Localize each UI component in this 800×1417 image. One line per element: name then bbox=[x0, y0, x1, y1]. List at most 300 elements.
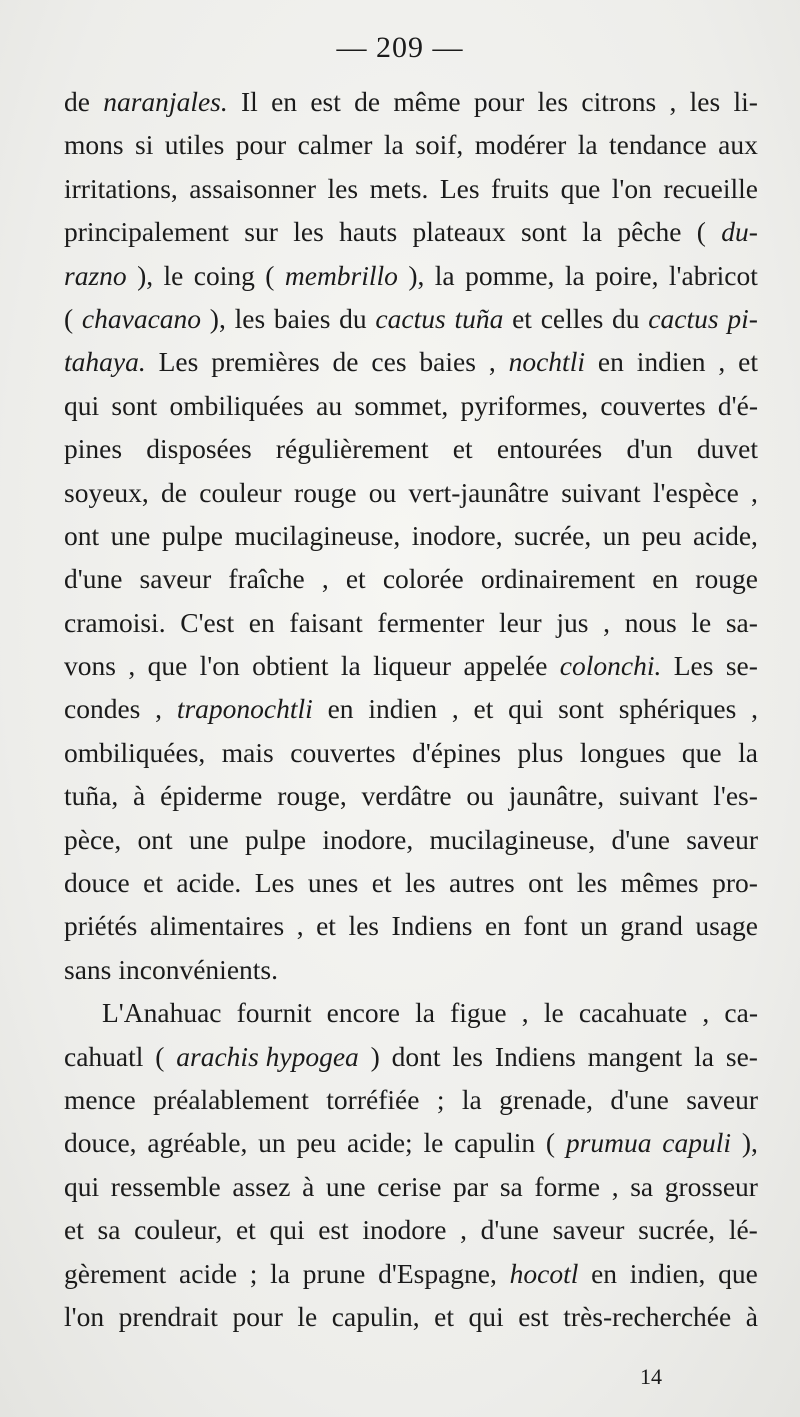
text-segment: une bbox=[110, 519, 151, 551]
text-segment: razno bbox=[64, 259, 127, 291]
text-segment: est bbox=[318, 1214, 349, 1246]
text-segment: d'épines bbox=[412, 736, 502, 768]
text-line bbox=[64, 340, 758, 383]
text-segment: douce, bbox=[64, 1127, 137, 1159]
text-segment: mais bbox=[221, 736, 274, 768]
text-segment: et bbox=[473, 693, 494, 725]
text-segment: qui bbox=[64, 1170, 100, 1202]
text-segment: sont bbox=[520, 216, 567, 248]
text-segment: lé- bbox=[728, 1214, 758, 1246]
text-segment: indien bbox=[368, 693, 438, 725]
text-segment: la bbox=[383, 129, 404, 161]
text-segment: grand bbox=[620, 910, 683, 942]
text-segment: couvertes bbox=[290, 736, 396, 768]
text-segment: et bbox=[434, 1300, 454, 1332]
text-segment: mets. bbox=[369, 172, 429, 204]
text-segment: la bbox=[564, 259, 585, 291]
text-segment: pour bbox=[473, 86, 525, 117]
text-segment: épiderme bbox=[160, 780, 263, 812]
text-segment: et bbox=[512, 302, 532, 334]
text-segment: ), bbox=[137, 259, 154, 291]
text-segment: capulin bbox=[454, 1127, 536, 1159]
text-segment: ), bbox=[209, 302, 226, 334]
text-segment: mons bbox=[64, 129, 124, 161]
text-segment: ou bbox=[368, 476, 397, 508]
text-segment: que bbox=[681, 736, 722, 768]
text-segment: suivant bbox=[561, 476, 641, 508]
text-segment: ), bbox=[741, 1127, 758, 1159]
text-segment: figue bbox=[450, 997, 507, 1029]
text-segment: mangent bbox=[587, 1040, 683, 1072]
text-segment: si bbox=[135, 129, 154, 161]
text-line bbox=[64, 1252, 758, 1295]
text-segment: préalablement bbox=[153, 1083, 309, 1115]
text-segment: Il bbox=[241, 86, 258, 117]
text-segment: cactus bbox=[648, 302, 719, 334]
text-segment: et bbox=[738, 346, 758, 378]
text-segment: Les bbox=[673, 650, 714, 682]
text-segment: à bbox=[133, 780, 146, 812]
text-segment: leur bbox=[498, 606, 542, 638]
text-segment: usage bbox=[695, 910, 758, 942]
text-segment: de bbox=[64, 86, 90, 117]
text-segment: recueille bbox=[663, 172, 758, 204]
body-text bbox=[64, 80, 758, 1338]
text-segment: Indiens bbox=[391, 910, 473, 942]
text-segment: tuña bbox=[454, 302, 504, 334]
text-segment: ( bbox=[265, 259, 275, 291]
text-segment: d'une bbox=[610, 1083, 669, 1115]
text-segment: encore bbox=[326, 997, 400, 1029]
text-segment: acide; bbox=[347, 1127, 413, 1159]
text-segment: en bbox=[248, 606, 275, 638]
text-segment: prumua bbox=[565, 1127, 652, 1159]
text-segment: sommet, bbox=[354, 389, 449, 421]
text-segment: baies bbox=[273, 302, 331, 334]
text-line bbox=[64, 1078, 758, 1121]
text-segment: les bbox=[689, 86, 721, 117]
text-segment: alimentaires bbox=[149, 910, 285, 942]
text-segment: d'Espagne, bbox=[378, 1257, 497, 1289]
text-segment: baies bbox=[419, 346, 476, 378]
text-segment: fraîche bbox=[228, 563, 305, 595]
text-segment: ca- bbox=[724, 997, 758, 1029]
text-line bbox=[64, 254, 758, 297]
text-segment: Les bbox=[158, 346, 199, 378]
text-line bbox=[64, 601, 758, 644]
text-segment: saveur bbox=[686, 1083, 758, 1115]
text-segment: l'on bbox=[64, 1300, 105, 1332]
text-line bbox=[64, 557, 758, 600]
text-segment: et bbox=[235, 1214, 256, 1246]
text-segment: inconvénients. bbox=[118, 953, 278, 985]
text-segment: aux bbox=[718, 129, 758, 161]
text-segment: au bbox=[316, 389, 343, 421]
text-segment: très-recherchée bbox=[563, 1300, 732, 1332]
text-segment: douce bbox=[64, 867, 130, 899]
text-segment: nous bbox=[624, 606, 677, 638]
text-segment: vons bbox=[64, 650, 116, 682]
text-segment: acide. bbox=[176, 867, 242, 899]
text-segment: coing bbox=[193, 259, 255, 291]
text-segment: soyeux, bbox=[64, 476, 149, 508]
text-line bbox=[64, 427, 758, 470]
text-segment: peu bbox=[641, 519, 682, 551]
text-segment: cactus bbox=[375, 302, 446, 334]
text-segment: qui bbox=[468, 1300, 504, 1332]
text-segment: saveur bbox=[139, 563, 212, 595]
text-segment: ( bbox=[155, 1040, 165, 1072]
text-segment: acide bbox=[179, 1257, 238, 1289]
text-line bbox=[64, 514, 758, 557]
text-line bbox=[64, 948, 758, 991]
text-segment: , bbox=[751, 693, 758, 725]
text-segment: nochtli bbox=[508, 346, 585, 378]
text-segment: une bbox=[325, 1170, 366, 1202]
text-segment: la bbox=[340, 650, 361, 682]
text-segment: du- bbox=[721, 216, 758, 248]
text-segment: sa bbox=[499, 1170, 523, 1202]
text-segment: et bbox=[143, 867, 163, 899]
text-segment: la bbox=[415, 997, 435, 1029]
text-segment: , bbox=[603, 606, 611, 638]
text-segment: priétés bbox=[64, 910, 138, 942]
text-segment: ont bbox=[528, 867, 564, 899]
text-segment: citrons bbox=[581, 86, 657, 117]
text-segment: du bbox=[339, 302, 367, 334]
text-segment: sucrée, bbox=[514, 519, 592, 551]
text-segment: ombiliquées, bbox=[64, 736, 206, 768]
text-line bbox=[64, 471, 758, 514]
text-segment: se- bbox=[725, 1040, 758, 1072]
text-segment: la bbox=[434, 259, 455, 291]
text-segment: dont bbox=[391, 1040, 441, 1072]
text-segment: que bbox=[560, 172, 601, 204]
text-segment: pro- bbox=[712, 867, 758, 899]
text-line bbox=[64, 1121, 758, 1164]
text-segment: que bbox=[147, 650, 188, 682]
text-segment: , bbox=[460, 1214, 467, 1246]
text-segment: premières bbox=[211, 346, 320, 378]
text-segment: torréfiée bbox=[326, 1083, 420, 1115]
text-segment: le bbox=[543, 997, 564, 1029]
text-segment: sans bbox=[64, 953, 112, 985]
signature-mark: 14 bbox=[640, 1364, 662, 1389]
text-segment: ; bbox=[436, 1083, 445, 1115]
text-segment: à bbox=[302, 1170, 315, 1202]
text-segment: le bbox=[423, 1127, 444, 1159]
text-segment: liqueur bbox=[373, 650, 452, 682]
text-segment: l'es- bbox=[713, 780, 758, 812]
text-segment: du bbox=[612, 302, 640, 334]
text-segment: traponochtli bbox=[176, 693, 313, 725]
text-segment: la bbox=[461, 1083, 482, 1115]
text-segment: pi- bbox=[727, 302, 758, 334]
text-segment: unes bbox=[307, 867, 359, 899]
text-segment: sont bbox=[558, 693, 604, 725]
text-segment: la bbox=[694, 1040, 715, 1072]
text-segment: forme bbox=[534, 1170, 601, 1202]
text-segment: les bbox=[405, 867, 436, 899]
text-segment: calmer bbox=[297, 129, 373, 161]
text-segment: couvertes bbox=[600, 389, 706, 421]
text-line bbox=[64, 1208, 758, 1251]
text-segment: l'on bbox=[611, 172, 652, 204]
text-segment: par bbox=[453, 1170, 489, 1202]
text-line bbox=[64, 167, 758, 210]
text-segment: agréable, bbox=[147, 1127, 248, 1159]
text-segment: un bbox=[602, 519, 631, 551]
text-segment: longues bbox=[579, 736, 666, 768]
text-segment: d'é- bbox=[717, 389, 758, 421]
text-segment: arachis hypogea bbox=[176, 1040, 359, 1072]
text-segment: plateaux bbox=[412, 216, 506, 248]
text-line bbox=[64, 818, 758, 861]
text-segment: inodore bbox=[362, 1214, 447, 1246]
text-line bbox=[64, 687, 758, 730]
text-line bbox=[64, 1035, 758, 1078]
text-segment: hocotl bbox=[509, 1257, 579, 1289]
text-segment: les bbox=[537, 86, 569, 117]
text-segment: qui bbox=[508, 693, 544, 725]
text-segment: les bbox=[293, 216, 324, 248]
text-segment: qui bbox=[64, 389, 100, 421]
text-segment: entourées bbox=[496, 433, 603, 465]
text-segment: en bbox=[652, 563, 679, 595]
text-segment: sont bbox=[111, 389, 158, 421]
text-segment: tuña, bbox=[64, 780, 119, 812]
text-segment: rouge, bbox=[277, 780, 347, 812]
text-segment: de bbox=[332, 346, 359, 378]
text-segment: les bbox=[348, 910, 379, 942]
text-segment: grosseur bbox=[664, 1170, 758, 1202]
text-segment: ordinairement bbox=[480, 563, 636, 595]
text-line bbox=[64, 644, 758, 687]
text-segment: cramoisi. bbox=[64, 606, 166, 638]
text-segment: le bbox=[691, 606, 712, 638]
text-segment: rouge bbox=[695, 563, 758, 595]
text-segment: sa bbox=[630, 1170, 654, 1202]
text-segment: mucilagineuse, bbox=[429, 823, 596, 855]
text-segment: pour bbox=[232, 1300, 283, 1332]
text-segment: ( bbox=[696, 216, 706, 248]
text-segment: se- bbox=[725, 650, 758, 682]
text-segment: plus bbox=[517, 736, 564, 768]
text-segment: faisant bbox=[289, 606, 363, 638]
text-segment: la bbox=[577, 129, 598, 161]
text-segment: à bbox=[745, 1300, 758, 1332]
text-segment: indien bbox=[636, 346, 706, 378]
text-segment: , bbox=[521, 997, 529, 1029]
text-segment: colonchi. bbox=[559, 650, 662, 682]
text-segment: en bbox=[597, 346, 624, 378]
text-segment: d'un bbox=[626, 433, 673, 465]
text-segment: naranjales. bbox=[103, 86, 228, 117]
text-segment: principalement bbox=[64, 216, 229, 248]
text-segment: les bbox=[452, 1040, 483, 1072]
text-segment: jus bbox=[556, 606, 589, 638]
text-line bbox=[64, 774, 758, 817]
text-segment: irritations, bbox=[64, 172, 178, 204]
text-segment: assaisonner bbox=[189, 172, 317, 204]
text-segment: et bbox=[371, 867, 392, 899]
text-segment: d'une bbox=[611, 823, 670, 855]
text-segment: , bbox=[451, 693, 459, 725]
text-segment: prune bbox=[302, 1257, 366, 1289]
text-segment: colorée bbox=[382, 563, 464, 595]
text-segment: peu bbox=[296, 1127, 337, 1159]
text-line bbox=[64, 991, 758, 1034]
text-segment: fruits bbox=[491, 172, 550, 204]
text-segment: la bbox=[270, 1257, 291, 1289]
text-segment: utiles bbox=[164, 129, 225, 161]
text-segment: ont bbox=[137, 823, 173, 855]
text-segment: mucilagineuse, bbox=[234, 519, 401, 551]
text-segment: ombiliquées bbox=[169, 389, 304, 421]
text-segment: ( bbox=[64, 302, 74, 334]
text-segment: en bbox=[327, 693, 354, 725]
text-segment: disposées bbox=[146, 433, 252, 465]
text-segment: C'est bbox=[180, 606, 235, 638]
text-segment: gèrement bbox=[64, 1257, 167, 1289]
text-segment: en bbox=[271, 86, 298, 117]
text-segment: Les bbox=[254, 867, 295, 899]
text-segment: les bbox=[327, 172, 359, 204]
text-segment: , bbox=[702, 997, 710, 1029]
text-segment: verdâtre bbox=[361, 780, 452, 812]
text-segment: l'espèce bbox=[652, 476, 739, 508]
text-segment: pèce, bbox=[64, 823, 122, 855]
text-segment: les bbox=[576, 867, 608, 899]
text-segment: pyriformes, bbox=[460, 389, 589, 421]
text-segment: ces bbox=[371, 346, 407, 378]
text-segment: font bbox=[523, 910, 568, 942]
text-segment: un bbox=[258, 1127, 286, 1159]
text-segment: capulin, bbox=[331, 1300, 420, 1332]
text-segment: que bbox=[718, 1257, 758, 1289]
text-segment: , bbox=[155, 693, 163, 725]
text-segment: tahaya. bbox=[64, 346, 146, 378]
text-segment: couleur, bbox=[134, 1214, 223, 1246]
text-segment: ), bbox=[408, 259, 425, 291]
text-segment: de bbox=[161, 476, 187, 508]
text-segment: sphériques bbox=[618, 693, 737, 725]
text-segment: saveur bbox=[552, 1214, 625, 1246]
text-segment: mêmes bbox=[620, 867, 699, 899]
text-segment: prendrait bbox=[118, 1300, 218, 1332]
text-segment: et bbox=[345, 563, 366, 595]
text-segment: inodore, bbox=[322, 823, 414, 855]
text-segment: d'une bbox=[64, 563, 123, 595]
text-segment: , bbox=[611, 1170, 619, 1202]
text-line bbox=[64, 384, 758, 427]
text-segment: sa bbox=[97, 1214, 121, 1246]
text-segment: qui bbox=[269, 1214, 305, 1246]
text-segment: vert-jaunâtre bbox=[408, 476, 549, 508]
text-segment: l'abricot bbox=[668, 259, 758, 291]
text-segment: saveur bbox=[686, 823, 758, 855]
text-segment: et bbox=[316, 910, 336, 942]
text-segment: pulpe bbox=[244, 823, 307, 855]
text-segment: suivant bbox=[618, 780, 699, 812]
text-segment: même bbox=[393, 86, 461, 117]
text-line bbox=[64, 123, 758, 166]
text-segment: poire, bbox=[595, 259, 659, 291]
text-segment: Indiens bbox=[494, 1040, 576, 1072]
text-line bbox=[64, 210, 758, 253]
text-segment: , bbox=[128, 650, 136, 682]
text-line bbox=[64, 904, 758, 947]
text-segment: ont bbox=[64, 519, 100, 551]
text-line bbox=[64, 861, 758, 904]
text-segment: une bbox=[188, 823, 229, 855]
text-segment: fournit bbox=[236, 997, 312, 1029]
text-segment: couleur bbox=[199, 476, 282, 508]
text-line bbox=[64, 731, 758, 774]
text-segment: ressemble bbox=[110, 1170, 221, 1202]
text-segment: d'une bbox=[480, 1214, 540, 1246]
text-segment: la bbox=[738, 736, 758, 768]
text-segment: fermenter bbox=[377, 606, 485, 638]
text-segment: ou bbox=[466, 780, 494, 812]
text-segment: ) bbox=[370, 1040, 380, 1072]
text-segment: cahuatl bbox=[64, 1040, 144, 1072]
text-segment: capuli bbox=[662, 1127, 732, 1159]
text-segment: , bbox=[488, 346, 496, 378]
text-line bbox=[64, 80, 758, 123]
text-segment: , bbox=[669, 86, 677, 117]
text-segment: mence bbox=[64, 1083, 136, 1115]
text-segment: L'Anahuac bbox=[102, 997, 222, 1029]
text-segment: sa- bbox=[725, 606, 758, 638]
text-segment: celles bbox=[540, 302, 604, 334]
text-segment: inodore, bbox=[411, 519, 503, 551]
text-segment: ; bbox=[249, 1257, 258, 1289]
text-segment: hauts bbox=[339, 216, 398, 248]
text-line bbox=[64, 297, 758, 340]
text-segment: pulpe bbox=[161, 519, 223, 551]
text-segment: li- bbox=[733, 86, 758, 117]
text-line bbox=[64, 1295, 758, 1338]
text-segment: pour bbox=[235, 129, 287, 161]
text-segment: membrillo bbox=[284, 259, 398, 291]
text-segment: sucrée, bbox=[638, 1214, 716, 1246]
text-segment: pomme, bbox=[465, 259, 555, 291]
text-segment: le bbox=[297, 1300, 318, 1332]
text-segment: sur bbox=[244, 216, 278, 248]
text-segment: pêche bbox=[617, 216, 682, 248]
text-segment: régulièrement bbox=[275, 433, 429, 465]
text-segment: , bbox=[751, 476, 758, 508]
text-segment: est bbox=[310, 86, 341, 117]
text-segment: jaunâtre, bbox=[508, 780, 605, 812]
text-segment: les bbox=[234, 302, 266, 334]
text-segment: en bbox=[484, 910, 511, 942]
text-segment: soif, bbox=[415, 129, 464, 161]
text-segment: obtient bbox=[252, 650, 329, 682]
text-segment: en bbox=[591, 1257, 618, 1289]
text-segment: acide, bbox=[693, 519, 758, 551]
text-segment: grenade, bbox=[499, 1083, 593, 1115]
text-segment: autres bbox=[449, 867, 515, 899]
text-segment: cerise bbox=[377, 1170, 442, 1202]
text-segment: et bbox=[64, 1214, 84, 1246]
text-segment: , bbox=[296, 910, 304, 942]
text-segment: appelée bbox=[463, 650, 548, 682]
text-segment: tendance bbox=[609, 129, 707, 161]
text-segment: est bbox=[518, 1300, 549, 1332]
text-segment: un bbox=[580, 910, 608, 942]
